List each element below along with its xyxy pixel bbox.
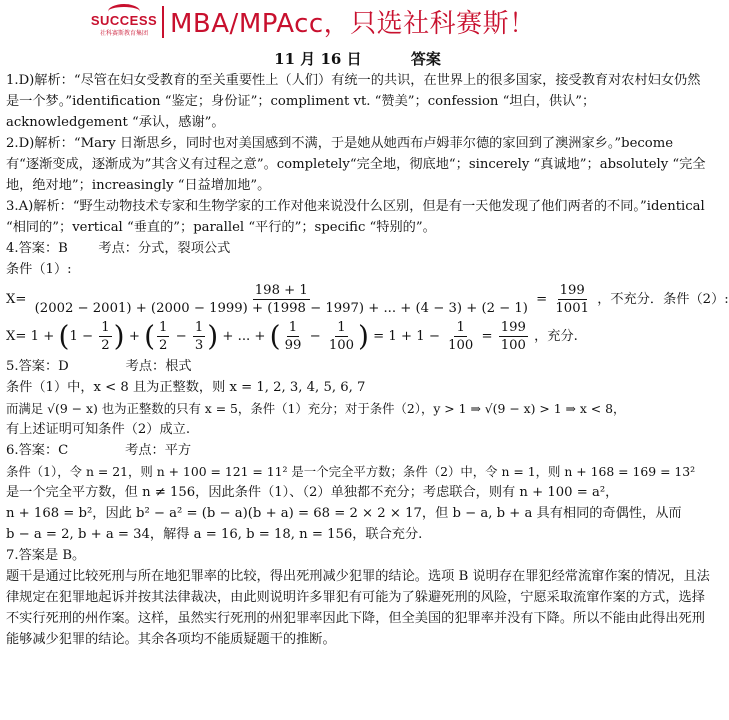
success-logo — [88, 4, 160, 40]
answer-content — [6, 70, 729, 650]
answer-6-line-2: 是一个完全平方数，但 n ≠ 156，因此条件（1）、（2）单独都不充分；考虑联合，则有 n + 100 = a²， — [6, 485, 619, 500]
answer-6-line-4: b − a = 2, b + a = 34，解得 a = 16, b = 18, n = 156，联合充分. — [6, 527, 423, 542]
header-divider — [162, 6, 164, 38]
frac-6-num: 1 — [456, 320, 465, 335]
expr-part-8: = — [481, 329, 493, 344]
formula-x2-label: X= — [6, 329, 27, 344]
frac-6 — [446, 319, 475, 354]
answer-2: 2.D)解析：“Mary 日渐思乡，同时也对美国感到不满，于是她从她西布卢姆菲尔德的家回到了澳洲家乡。”become 有“逐渐变成，逐渐成为”其含义有过程之意”。completely“完全地，彻底地“；sincerely “真诚地”；absolutely “完全地，绝对地”；increasingly “日益增加地”。 — [6, 136, 706, 193]
fraction-result — [553, 282, 591, 317]
logo-subtitle: 社科赛斯教育集团 — [99, 30, 148, 37]
frac-5-num: 1 — [337, 320, 346, 335]
frac-7 — [499, 319, 528, 354]
frac-7-den: 100 — [500, 338, 526, 353]
fraction-main — [33, 282, 530, 317]
title-date: 11 月 16 日 — [274, 50, 362, 68]
frac-5-den: 100 — [328, 338, 355, 353]
page-title — [0, 48, 715, 69]
answer-5-line-2: 而满足 √(9 − x) 也为正整数的只有 x = 5，条件（1）充分；对于条件（2），y > 1 ⇒ √(9 − x) > 1 ⇒ x < 8， — [6, 401, 626, 416]
expr-part-5: + ... + — [222, 329, 266, 344]
logo-word: SUCCESS — [90, 13, 158, 28]
answer-5-line-1: 条件（1）中，x < 8 且为正整数，则 x = 1, 2, 3, 4, 5, 6, 7 — [6, 380, 366, 395]
frac-3-den: 3 — [194, 338, 204, 353]
answer-4-formula-2 — [6, 319, 710, 354]
answer-3: 3.A)解析：“野生动物技术专家和生物学家的工作对他来说没什么区别，但是有一天他发现了他们两者的不同。”identical “相同的”；vertical “垂直的”；parallel “平行的”；specific “特别的”。 — [6, 199, 705, 235]
answer-5-line-3: 有上述证明可知条件（2）成立. — [6, 422, 191, 437]
answer-6-line-1: 条件（1），令 n = 21，则 n + 100 = 121 = 11² 是一个完全平方数；条件（2）中，令 n = 1，则 n + 168 = 169 = 13² — [6, 464, 696, 479]
fraction-result-numerator: 199 — [559, 283, 585, 298]
expr-part-7: = 1 + 1 − — [373, 329, 440, 344]
formula-x-label: X= — [6, 292, 27, 307]
header-banner — [0, 0, 715, 44]
equals-sign: = — [536, 292, 548, 307]
frac-2 — [157, 319, 169, 354]
frac-4-num: 1 — [288, 320, 298, 335]
answer-7-body: 题干是通过比较死刑与所在地犯罪率的比较，得出死刑减少犯罪的结论。选项 B 说明存在罪犯经常流窜作案的情况，且法律规定在犯罪地起诉并按其法律裁决，由此则说明许多罪犯有可能为了躲避死刑的风险，宁愿采取流窜作案的方式，选择不实行死刑的州作案。这样，虽然实行死刑的州犯罪率因此下降，但全美国的犯罪率并没有下降。所以不能由此得出死刑能够减少犯罪的结论。其余各项均不能质疑题干的推断。 — [6, 569, 710, 647]
answer-6-head: 6.答案：C 考点：平方 — [6, 443, 192, 458]
frac-1-den: 2 — [101, 338, 110, 353]
paren-close-1: ) — [113, 319, 125, 353]
expr-part-4: − — [175, 329, 187, 344]
expr-part-6: − — [309, 329, 321, 344]
paren-open-1: ( — [58, 319, 70, 353]
answer-7-head: 7.答案是 B。 — [6, 548, 86, 563]
frac-1-num: 1 — [101, 320, 110, 335]
answer-6-line-3: n + 168 = b²，因此 b² − a² = (b − a)(b + a) = 68 = 2 × 2 × 17，但 b − a, b + a 具有相同的奇偶性，从而 — [6, 506, 682, 521]
frac-1 — [99, 319, 111, 354]
title-label: 答案 — [410, 50, 441, 68]
answer-4-condition-1: 条件（1）: — [6, 262, 72, 277]
frac-3 — [193, 319, 205, 354]
expr-part-3: + — [128, 329, 140, 344]
frac-4-den: 99 — [284, 338, 302, 353]
frac-2-num: 1 — [159, 320, 168, 335]
answer-4-head: 4.答案：B 考点：分式，裂项公式 — [6, 241, 231, 256]
expr-part-2: 1 − — [69, 329, 94, 344]
frac-6-den: 100 — [448, 338, 474, 353]
frac-4 — [283, 319, 304, 354]
formula-2-tail: ，充分. — [534, 329, 578, 344]
answer-4-formula-1 — [6, 282, 729, 317]
paren-close-3: ) — [358, 319, 369, 353]
answer-5-head: 5.答案：D 考点：根式 — [6, 359, 192, 374]
expr-part-1: 1 + — [30, 329, 55, 344]
fraction-main-numerator: 198 + 1 — [254, 283, 308, 298]
fraction-result-denominator: 1001 — [555, 301, 589, 316]
frac-7-num: 199 — [500, 320, 526, 335]
header-slogan: MBA/MPAcc，只选社科赛斯！ — [170, 9, 536, 39]
formula-1-tail: ，不充分．条件（2）: — [597, 292, 729, 307]
paren-open-3: ( — [269, 319, 281, 353]
frac-3-num: 1 — [194, 320, 204, 335]
frac-5 — [327, 319, 356, 354]
paren-open-2: ( — [144, 319, 156, 353]
fraction-main-denominator: (2002 − 2001) + (2000 − 1999) + (1998 − 1997) + ... + (4 − 3) + (2 − 1) — [34, 301, 528, 316]
answer-1: 1.D)解析：“尽管在妇女受教育的至关重要性上（人们）有统一的共识，在世界上的很多国家，接受教育对农村妇女仍然是一个梦。”identification “鉴定；身份证”；compliment vt. “赞美”；confession “坦白，供认”；acknowledgement “承认，感谢”。 — [6, 73, 701, 130]
frac-2-den: 2 — [159, 338, 168, 353]
paren-close-2: ) — [207, 319, 219, 353]
